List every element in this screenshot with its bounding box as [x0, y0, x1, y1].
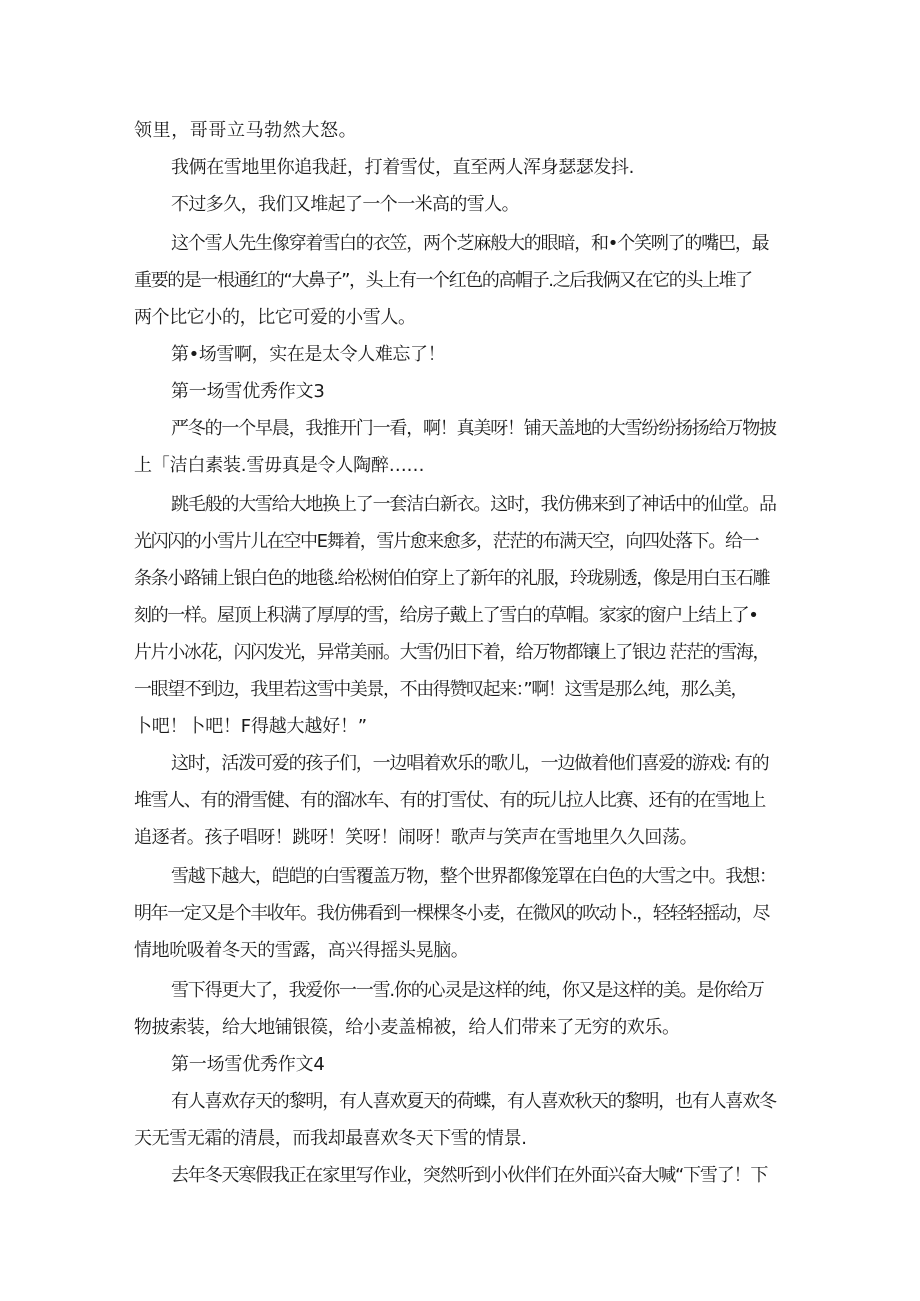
text-line: 堆雪人、有的滑雪健、有的溜冰车、有的打雪仗、有的玩儿拉人比赛、还有的在雪地上	[134, 790, 765, 811]
text-line: 卜吧！卜吧！F得越大越好！”	[134, 716, 367, 737]
text-line: 刻的一样。屋顶上积满了厚厚的雪，给房子戴上了雪白的草帽。家家的窗户上结上了•	[134, 605, 758, 626]
text-line: 明年一定又是个丰收年。我仿佛看到一棵棵冬小麦，在微风的吹动卜.，轻轻轻摇动，尽	[134, 903, 770, 924]
text-line: 第•场雪啊，实在是太令人难忘了！	[171, 344, 446, 365]
text-line: 物披索装，给大地铺银篌，给小麦盖棉被，给人们带来了无穷的欢乐。	[134, 1017, 680, 1038]
text-line: 上「洁白素装.雪毋真是令人陶醉……	[134, 455, 425, 476]
text-line: 一眼望不到边，我里若这雪中美景，不由得赞叹起来：”啊！这雪是那么纯，那么美，	[134, 679, 748, 700]
text-line: 条条小路铺上银白色的地毯.给松树伯伯穿上了新年的礼服，玲珑剔透，像是用白玉石雕	[134, 568, 770, 589]
text-line: 片片小冰花，闪闪发光，异常美丽。大雪仍旧下着，给万物都镶上了银边 茫茫的雪海，	[134, 642, 770, 663]
text-line: 去年冬天寒假我正在家里写作业，突然听到小伙伴们在外面兴奋大喊“下雪了！下	[171, 1165, 768, 1186]
text-line: 雪越下越大，皑皑的白雪覆盖万物，整个世界都像笼罩在白色的大雪之中。我想：	[171, 866, 776, 887]
text-line: 重要的是一根通红的“大鼻子”，头上有一个红色的高帽子.之后我俩又在它的头上堆了	[134, 270, 752, 291]
text-line: 我俩在雪地里你追我赶，打着雪仗，直至两人浑身瑟瑟发抖.	[171, 157, 634, 178]
text-line: 领里，哥哥立马勃然大怒。	[134, 120, 358, 141]
text-line: 追逐者。孩子唱呀！跳呀！笑呀！闹呀！歌声与笑声在雪地里久久回荡。	[134, 827, 698, 848]
text-line: 雪下得更大了，我爱你一一雪.你的心灵是这样的纯，你又是这样的美。是你给万	[171, 980, 764, 1001]
section-heading: 第一场雪优秀作文3	[171, 381, 325, 402]
text-line: 光闪闪的小雪片儿在空中E舞着，雪片愈来愈多，茫茫的布满天空，向四处落下。给一	[134, 531, 759, 552]
text-line: 有人喜欢存天的黎明，有人喜欢夏天的荷蝶，有人喜欢秋天的黎明，也有人喜欢冬	[171, 1091, 776, 1112]
text-line: 这时，活泼可爱的孩子们，一边唱着欢乐的歌儿，一边做着他们喜爱的游戏: 有的	[171, 753, 769, 774]
text-line: 天无雪无霜的清晨，而我却最喜欢冬天下雪的情景.	[134, 1128, 527, 1149]
text-line: 两个比它小的，比它可爱的小雪人。	[134, 307, 416, 328]
text-line: 情地吮吸着冬天的雪露，高兴得摇头晃脑。	[134, 940, 469, 961]
text-line: 跳毛般的大雪给大地换上了一套洁白新衣。这时，我仿佛来到了神话中的仙堂。品	[171, 494, 776, 515]
text-line: 不过多久，我们又堆起了一个一米高的雪人。	[171, 194, 519, 215]
text-line: 严冬的一个早晨，我推开门一看，啊！真美呀！铺天盖地的大雪纷纷扬扬给万物披	[171, 418, 776, 439]
section-heading: 第一场雪优秀作文4	[171, 1054, 325, 1075]
text-line: 这个雪人先生像穿着雪白的衣笠，两个芝麻般大的眼暗，和•个笑咧了的嘴巴，最	[171, 233, 769, 254]
